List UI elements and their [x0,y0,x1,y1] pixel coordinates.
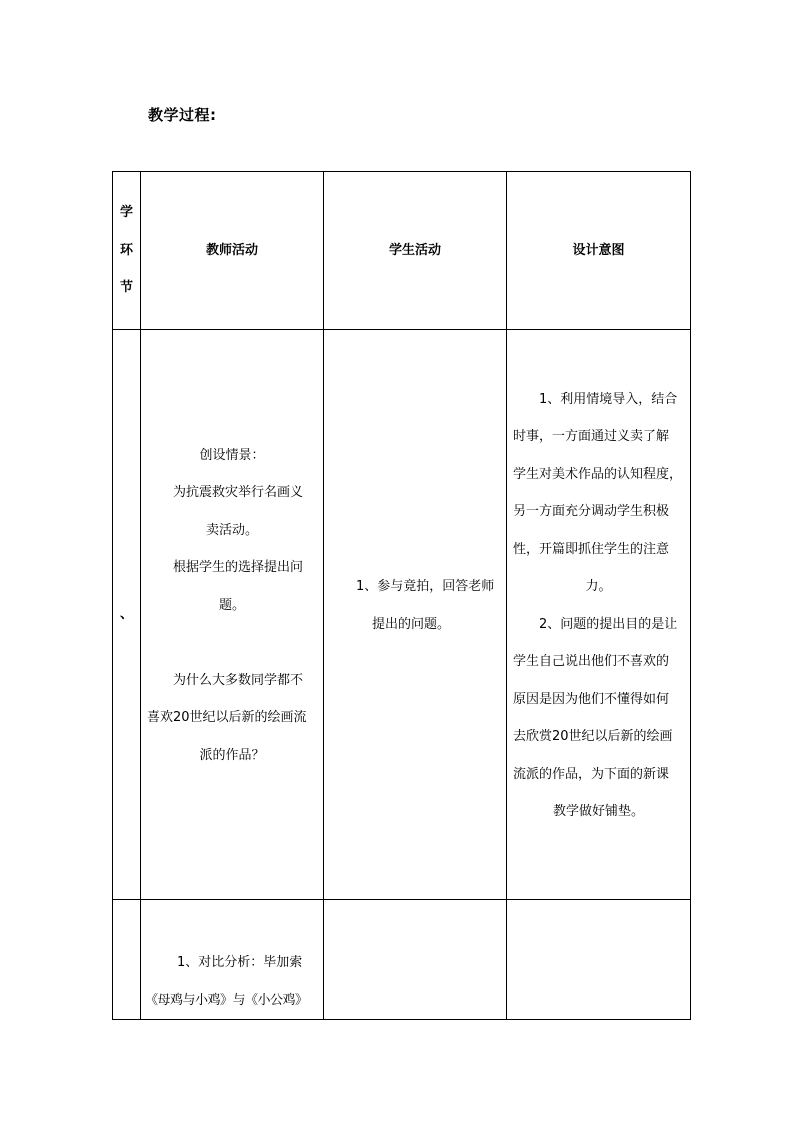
teacher-line: 创设情景： [199,447,265,463]
teacher-line: 派的作品？ [199,747,265,763]
teacher-line: 根据学生的选择提出问 [173,560,304,576]
header-stage-char: 学 [119,205,133,221]
teacher-line: 为抗震救灾举行名画义 [173,485,304,501]
page-title: 教学过程: [148,106,217,124]
teacher-activity-cell [141,330,324,900]
teacher-line [147,624,317,662]
design-line: 性，开篇即抓住学生的注意 [513,541,670,557]
design-line: 去欣赏20世纪以后新的绘画 [513,729,673,744]
design-intent-cell [507,330,691,900]
stage-cell: 、 [113,330,141,900]
teacher-line: 为什么大多数同学都不 [173,672,304,688]
student-line: 提出的问题。 [372,616,451,632]
teacher-line: 卖活动。 [205,522,258,538]
teacher-line: 喜欢20世纪以后新的绘画流 [147,710,307,726]
header-stage-char: 节 [119,280,133,296]
teacher-line: 1、对比分析：毕加索 [177,955,303,970]
stage-cell [113,900,141,1020]
header-student-activity: 学生活动 [324,172,507,330]
teacher-line: 题。 [218,597,245,613]
teacher-line: 《母鸡与小鸡》与《小公鸡》 [145,992,308,1008]
design-line: 2、问题的提出目的是让 [539,616,678,632]
design-line: 流派的作品，为下面的新课 [513,766,670,782]
teacher-activity-cell [141,900,324,1020]
lesson-process-table [112,171,691,1020]
student-line: 1、参与竟拍，回答老师 [356,579,495,594]
design-line: 力。 [585,579,612,594]
design-line: 1、利用情境导入，结合 [539,391,678,407]
design-line: 学生自己说出他们不喜欢的 [513,654,670,669]
header-stage-char: 环 [119,242,133,258]
header-teacher-activity: 教师活动 [141,172,324,330]
table-row [113,900,691,1020]
design-intent-cell [507,900,691,1020]
student-activity-cell [324,330,507,900]
design-line: 原因是因为他们不懂得如何 [513,691,670,707]
design-line: 教学做好铺垫。 [552,804,644,819]
student-activity-cell [324,900,507,1020]
table-row [113,330,691,900]
table-header-row [113,172,691,330]
design-line: 学生对美术作品的认知程度， [513,466,683,482]
header-design-intent: 设计意图 [507,172,691,330]
header-stage [113,172,141,330]
design-line: 时事，一方面通过义卖了解 [513,429,670,444]
design-line: 另一方面充分调动学生积极 [513,504,670,519]
